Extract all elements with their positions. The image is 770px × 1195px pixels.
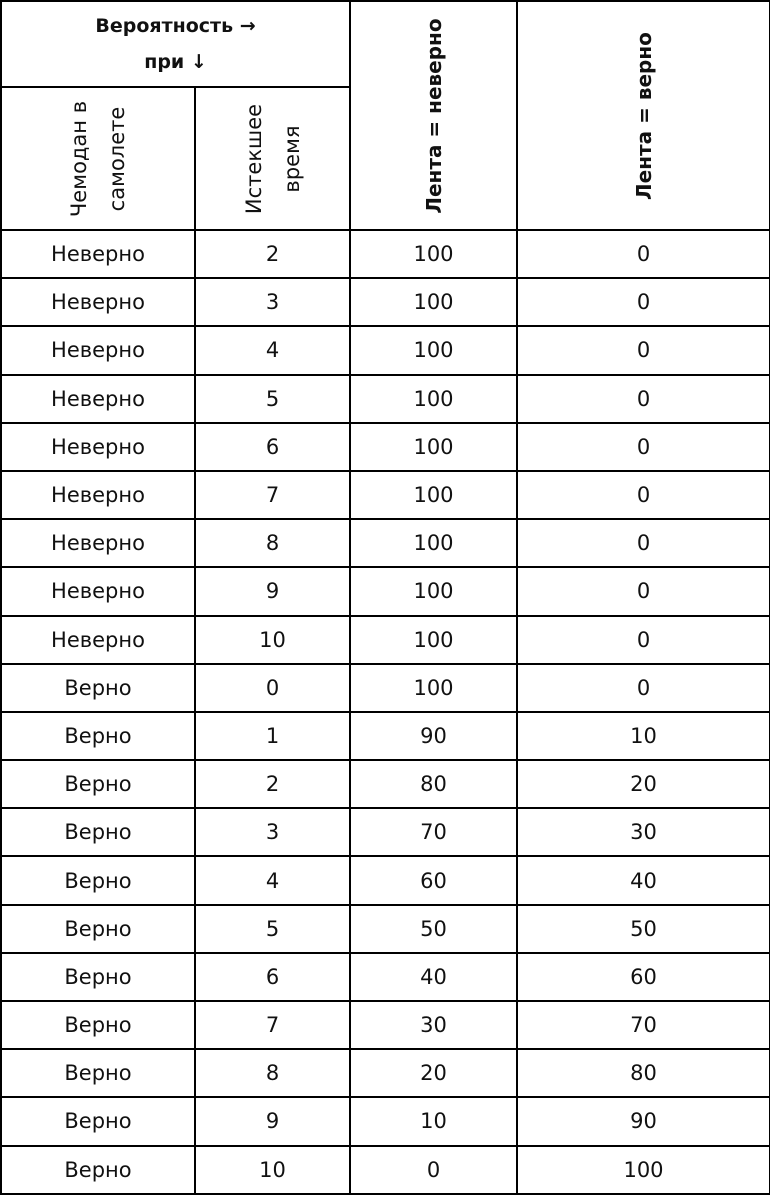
time-cell: 10 [195, 616, 350, 664]
suitcase-cell: Верно [1, 1097, 195, 1145]
suitcase-cell: Верно [1, 808, 195, 856]
probability-header [1, 1, 350, 87]
time-cell: 9 [195, 567, 350, 615]
belt-false-cell: 80 [350, 760, 517, 808]
belt-true-cell: 0 [517, 230, 770, 278]
belt-true-cell: 0 [517, 471, 770, 519]
table-row [1, 1001, 770, 1049]
belt-false-cell: 100 [350, 567, 517, 615]
time-cell: 4 [195, 856, 350, 904]
belt-true-cell: 40 [517, 856, 770, 904]
suitcase-cell: Неверно [1, 230, 195, 278]
table-row [1, 905, 770, 953]
table-row [1, 953, 770, 1001]
belt-true-cell: 0 [517, 664, 770, 712]
suitcase-cell: Неверно [1, 326, 195, 374]
table-row [1, 1049, 770, 1097]
table-row [1, 1097, 770, 1145]
belt-false-cell: 20 [350, 1049, 517, 1097]
probability-header-line1: Вероятность → [95, 15, 256, 37]
suitcase-cell: Неверно [1, 519, 195, 567]
belt-false-cell: 30 [350, 1001, 517, 1049]
belt-false-cell: 0 [350, 1146, 517, 1194]
time-cell: 1 [195, 712, 350, 760]
belt-false-cell: 90 [350, 712, 517, 760]
belt-false-cell: 100 [350, 471, 517, 519]
suitcase-cell: Верно [1, 1146, 195, 1194]
belt-false-cell: 70 [350, 808, 517, 856]
belt-false-header [350, 1, 517, 230]
time-cell: 7 [195, 1001, 350, 1049]
table-row [1, 712, 770, 760]
belt-true-cell: 80 [517, 1049, 770, 1097]
table-row [1, 519, 770, 567]
belt-true-cell: 70 [517, 1001, 770, 1049]
time-header-label: Истекшее время [241, 103, 304, 214]
belt-true-cell: 0 [517, 567, 770, 615]
belt-true-cell: 20 [517, 760, 770, 808]
probability-header-line2: при ↓ [144, 51, 207, 73]
belt-true-cell: 30 [517, 808, 770, 856]
table-row [1, 230, 770, 278]
time-cell: 9 [195, 1097, 350, 1145]
belt-false-cell: 100 [350, 375, 517, 423]
belt-false-cell: 100 [350, 230, 517, 278]
belt-false-cell: 100 [350, 278, 517, 326]
suitcase-cell: Верно [1, 953, 195, 1001]
belt-false-cell: 100 [350, 519, 517, 567]
belt-false-cell: 50 [350, 905, 517, 953]
table-row [1, 664, 770, 712]
suitcase-header-label: Чемодан в самолете [67, 100, 129, 217]
belt-true-cell: 0 [517, 519, 770, 567]
suitcase-cell: Верно [1, 664, 195, 712]
table-body [1, 230, 770, 1194]
belt-false-cell: 100 [350, 423, 517, 471]
time-cell: 8 [195, 1049, 350, 1097]
time-cell: 8 [195, 519, 350, 567]
belt-true-cell: 60 [517, 953, 770, 1001]
belt-true-cell: 0 [517, 423, 770, 471]
belt-false-cell: 100 [350, 664, 517, 712]
time-cell: 7 [195, 471, 350, 519]
belt-true-header-label: Лента = верно [631, 31, 656, 200]
table-row [1, 856, 770, 904]
belt-true-cell: 0 [517, 616, 770, 664]
time-cell: 6 [195, 423, 350, 471]
belt-false-header-label: Лента = неверно [421, 17, 446, 214]
table-row [1, 375, 770, 423]
belt-false-cell: 40 [350, 953, 517, 1001]
time-cell: 2 [195, 230, 350, 278]
belt-true-cell: 100 [517, 1146, 770, 1194]
time-header [195, 87, 350, 230]
belt-false-cell: 100 [350, 616, 517, 664]
suitcase-cell: Верно [1, 760, 195, 808]
suitcase-cell: Верно [1, 712, 195, 760]
belt-true-cell: 10 [517, 712, 770, 760]
belt-true-cell: 50 [517, 905, 770, 953]
suitcase-header [1, 87, 195, 230]
table-row [1, 760, 770, 808]
time-cell: 6 [195, 953, 350, 1001]
time-cell: 3 [195, 278, 350, 326]
suitcase-cell: Верно [1, 905, 195, 953]
time-cell: 5 [195, 905, 350, 953]
belt-true-cell: 90 [517, 1097, 770, 1145]
table-row [1, 1146, 770, 1194]
suitcase-cell: Неверно [1, 471, 195, 519]
table-row [1, 326, 770, 374]
table-row [1, 278, 770, 326]
belt-true-cell: 0 [517, 326, 770, 374]
time-cell: 4 [195, 326, 350, 374]
suitcase-cell: Верно [1, 1049, 195, 1097]
suitcase-cell: Верно [1, 1001, 195, 1049]
time-cell: 0 [195, 664, 350, 712]
belt-false-cell: 60 [350, 856, 517, 904]
time-cell: 3 [195, 808, 350, 856]
belt-true-cell: 0 [517, 375, 770, 423]
belt-false-cell: 10 [350, 1097, 517, 1145]
table-row [1, 616, 770, 664]
suitcase-cell: Неверно [1, 616, 195, 664]
table-row [1, 567, 770, 615]
table-row [1, 423, 770, 471]
table-row [1, 808, 770, 856]
time-cell: 10 [195, 1146, 350, 1194]
belt-true-cell: 0 [517, 278, 770, 326]
belt-true-header [517, 1, 770, 230]
belt-false-cell: 100 [350, 326, 517, 374]
time-cell: 5 [195, 375, 350, 423]
suitcase-cell: Неверно [1, 278, 195, 326]
suitcase-cell: Верно [1, 856, 195, 904]
table-row [1, 471, 770, 519]
suitcase-cell: Неверно [1, 423, 195, 471]
suitcase-cell: Неверно [1, 375, 195, 423]
time-cell: 2 [195, 760, 350, 808]
suitcase-cell: Неверно [1, 567, 195, 615]
